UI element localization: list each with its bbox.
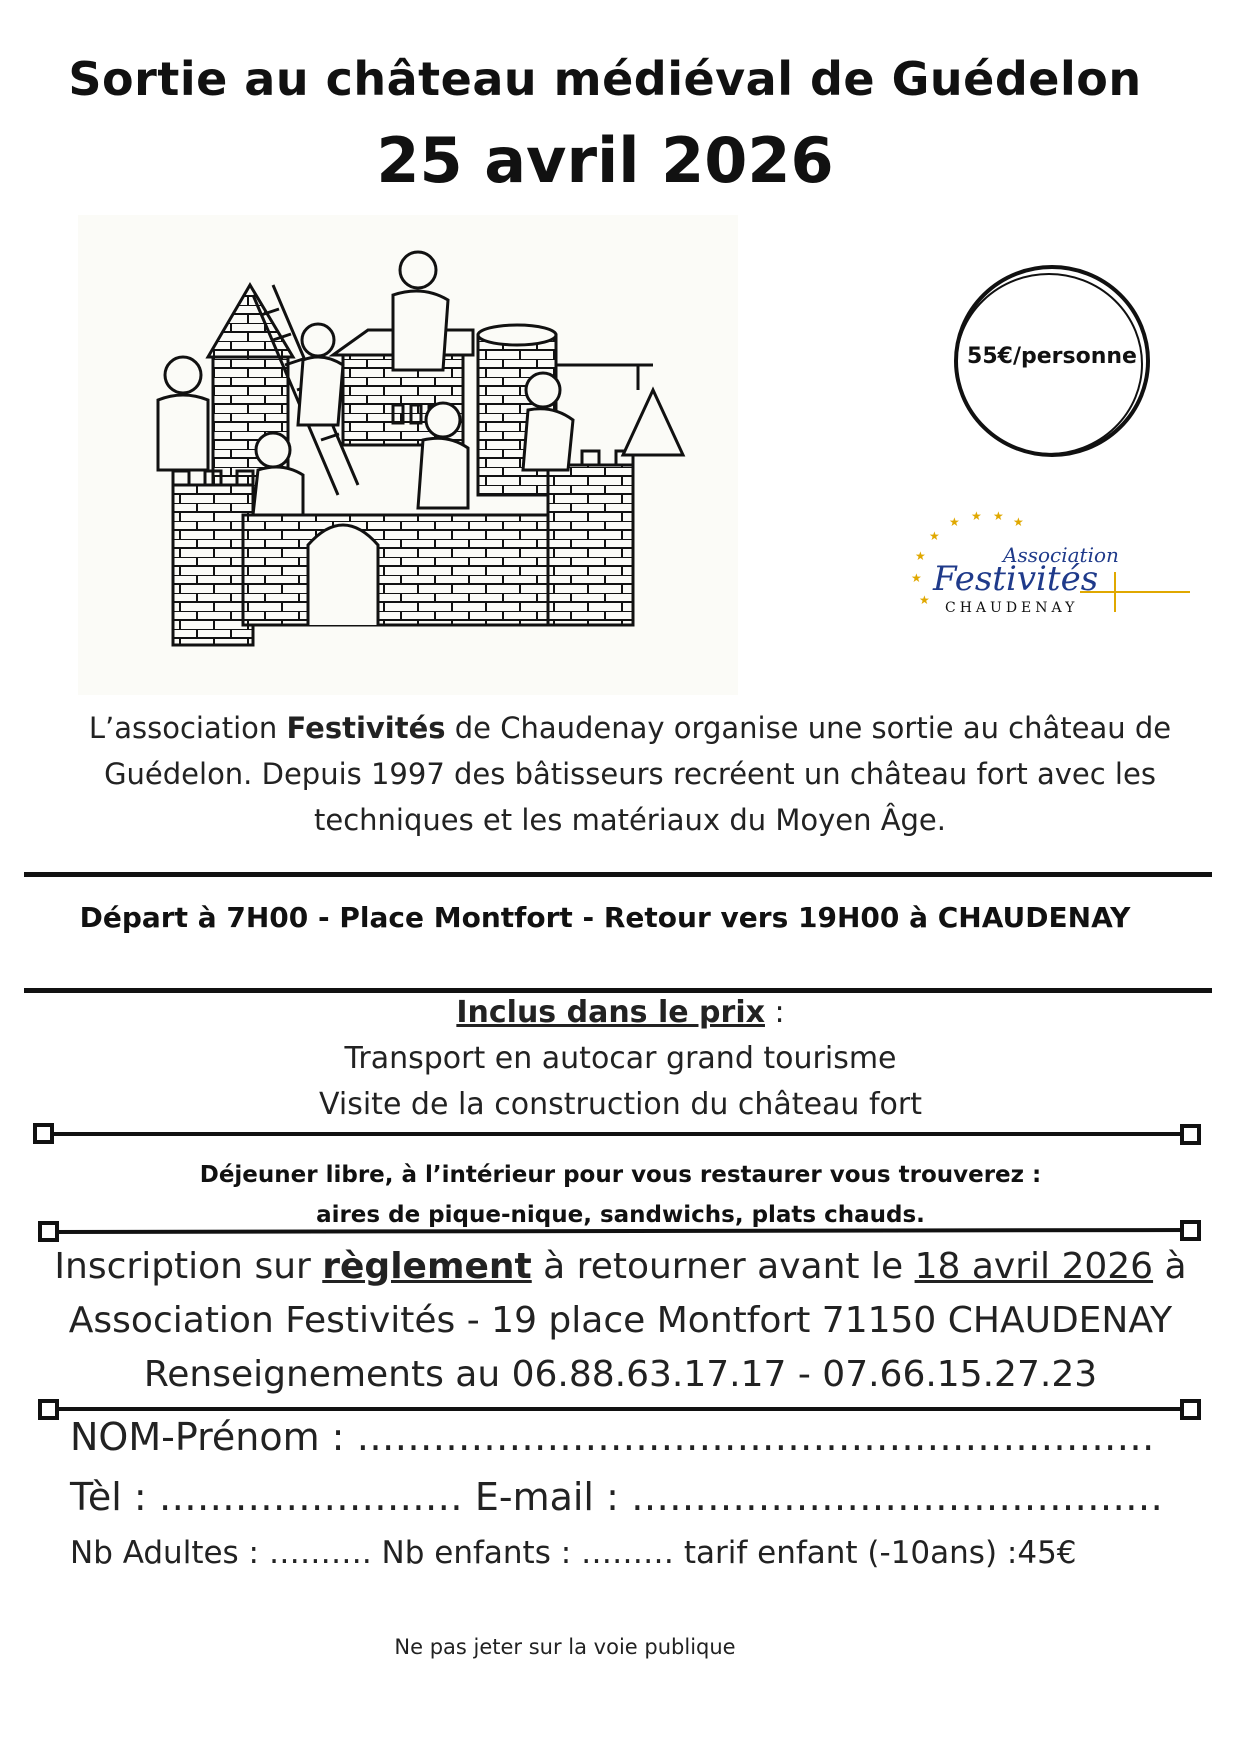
registration-section xyxy=(0,1240,1241,1402)
registration-middle: à retourner avant le xyxy=(531,1246,915,1287)
intro-text-1: L’association xyxy=(88,711,287,745)
included-section xyxy=(0,990,1241,1128)
lunch-line-2: aires de pique-nique, sandwichs, plats chauds. xyxy=(316,1202,925,1228)
castle-construction-illustration xyxy=(78,215,738,695)
svg-text:★: ★ xyxy=(1013,515,1024,529)
name-field[interactable]: NOM-Prénom : ……………………………………………………… xyxy=(70,1415,1155,1459)
svg-text:Association: Association xyxy=(1003,543,1119,567)
registration-deadline: 18 avril 2026 xyxy=(914,1246,1154,1287)
svg-text:★: ★ xyxy=(929,529,940,543)
divider-top xyxy=(24,872,1212,877)
svg-text:★: ★ xyxy=(993,510,1004,523)
event-date: 25 avril 2026 xyxy=(376,124,834,197)
svg-text:★: ★ xyxy=(949,515,960,529)
included-colon: : xyxy=(764,995,785,1030)
registration-prefix: Inscription sur xyxy=(54,1246,323,1287)
intro-paragraph xyxy=(60,705,1200,843)
svg-text:★: ★ xyxy=(919,593,930,607)
registration-address: Association Festivités - 19 place Montfort 71150 CHAUDENAY xyxy=(68,1300,1173,1341)
footer-note: Ne pas jeter sur la voie publique xyxy=(394,1635,736,1659)
svg-text:★: ★ xyxy=(915,549,926,563)
intro-association-name: Festivités xyxy=(286,711,446,745)
price-label: 55€/personne xyxy=(967,344,1137,369)
participants-field[interactable]: Nb Adultes : ………. Nb enfants : ……… tarif enfant (-10ans) :45€ xyxy=(70,1535,1077,1571)
registration-phone: Renseignements au 06.88.63.17.17 - 07.66.15.27.23 xyxy=(143,1354,1098,1395)
registration-suffix: à xyxy=(1153,1246,1187,1287)
association-festivites-logo xyxy=(905,510,1195,620)
included-item: Transport en autocar grand tourisme xyxy=(344,1041,897,1076)
svg-text:★: ★ xyxy=(911,571,922,585)
svg-text:CHAUDENAY: CHAUDENAY xyxy=(945,600,1079,616)
connector-line-1 xyxy=(30,1122,1205,1146)
intro-text-2: de Chaudenay organise une sortie au château de Guédelon. Depuis 1997 des bâtisseurs recréent un château fort avec les techniques et les matériaux du Moyen Âge. xyxy=(104,711,1172,837)
included-item: Visite de la construction du château fort xyxy=(319,1087,922,1122)
departure-info: Départ à 7H00 - Place Montfort - Retour vers 19H00 à CHAUDENAY xyxy=(79,901,1131,934)
registration-payment: règlement xyxy=(322,1246,532,1287)
lunch-line-1: Déjeuner libre, à l’intérieur pour vous restaurer vous trouverez : xyxy=(199,1162,1042,1188)
included-heading: Inclus dans le prix xyxy=(456,995,765,1030)
phone-email-field[interactable]: Tèl : …………………… E-mail : …………………………………… xyxy=(70,1475,1163,1519)
svg-text:Festivités: Festivités xyxy=(933,559,1099,599)
svg-text:★: ★ xyxy=(971,510,982,523)
page-title: Sortie au château médiéval de Guédelon xyxy=(68,52,1142,106)
